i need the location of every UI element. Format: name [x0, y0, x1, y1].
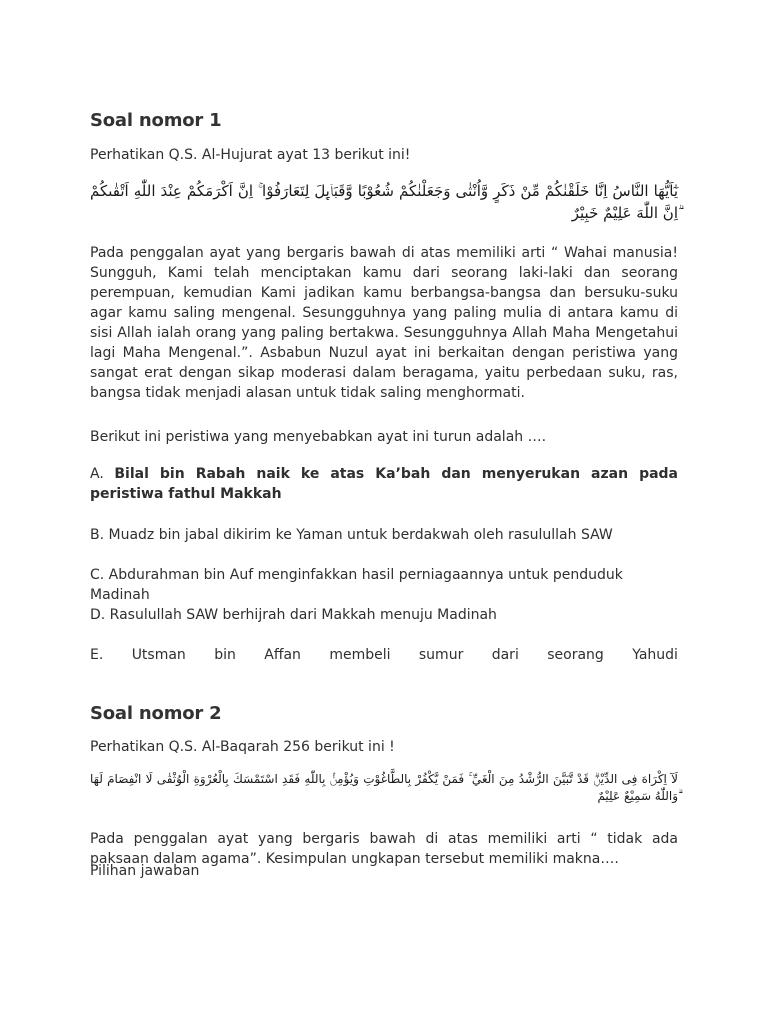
- answer-option-a-letter: A.: [90, 466, 104, 482]
- question-2-intro: Perhatikan Q.S. Al-Baqarah 256 berikut ini !: [90, 739, 395, 755]
- question-2-arabic-verse: لَآ اِكْرَاهَ فِى الدِّيْنِۗ قَدْ تَّبَيَّنَ الرُّشْدُ مِنَ الْغَيِّ ۚ فَمَنْ يَّكْفُرْ بِالطَّاغُوْتِ وَيُؤْمِنْۢ بِاللّٰهِ فَقَدِ اسْتَمْسَكَ بِالْعُرْوَةِ الْوُثْقٰى لَا انْفِصَامَ لَهَا ۗوَاللّٰهُ سَمِيْعٌ عَلِيْمٌ: [90, 772, 678, 803]
- answer-option-e-word: Affan: [264, 647, 301, 663]
- answer-option-e-word: Utsman: [131, 647, 186, 663]
- question-1-arabic-verse: يٰٓاَيُّهَا النَّاسُ اِنَّا خَلَقْنٰكُمْ مِّنْ ذَكَرٍ وَّاُنْثٰى وَجَعَلْنٰكُمْ شُعُوْبًا وَّقَبَاۤىِٕلَ لِتَعَارَفُوْا ۚ اِنَّ اَكْرَمَكُمْ عِنْدَ اللّٰهِ اَتْقٰىكُمْ ۗاِنَّ اللّٰهَ عَلِيْمٌ خَبِيْرٌ: [90, 182, 678, 222]
- answer-option-e: [90, 645, 678, 665]
- question-2-title: Soal nomor 2: [90, 703, 222, 724]
- answer-option-e-word: Yahudi: [632, 647, 678, 663]
- answer-option-e-word: E.: [90, 647, 104, 663]
- answer-option-a-text: Bilal bin Rabah naik ke atas Ka’bah dan menyerukan azan pada peristiwa fathul Makkah: [90, 466, 679, 502]
- question-1-prompt: Berikut ini peristiwa yang menyebabkan ayat ini turun adalah ….: [90, 429, 547, 445]
- answer-choices-label: Pilihan jawaban: [90, 863, 200, 879]
- answer-option-e-word: seorang: [547, 647, 604, 663]
- answer-option-e-word: membeli: [329, 647, 391, 663]
- answer-option-e-word: sumur: [418, 647, 464, 663]
- answer-option-d: D. Rasulullah SAW berhijrah dari Makkah menuju Madinah: [90, 607, 497, 623]
- answer-option-a: [90, 464, 678, 504]
- question-1-title: Soal nomor 1: [90, 110, 222, 131]
- question-1-intro: Perhatikan Q.S. Al-Hujurat ayat 13 berikut ini!: [90, 147, 411, 163]
- answer-option-b: B. Muadz bin jabal dikirim ke Yaman untuk berdakwah oleh rasulullah SAW: [90, 527, 613, 543]
- answer-option-e-word: bin: [214, 647, 236, 663]
- question-2-explanation: Pada penggalan ayat yang bergaris bawah di atas memiliki arti “ tidak ada paksaan dalam agama”. Kesimpulan ungkapan tersebut memiliki makna….: [90, 831, 678, 867]
- question-1-explanation: Pada penggalan ayat yang bergaris bawah di atas memiliki arti “ Wahai manusia! Sungguh, Kami telah menciptakan kamu dari seorang laki-laki dan seorang perempuan, kemudian Kami jadikan kamu berbangsa-bangsa dan bersuku-suku agar kamu saling mengenal. Sesungguhnya yang paling mulia di antara kamu di sisi Allah ialah orang yang paling bertakwa. Sesungguhnya Allah Maha Mengetahui lagi Maha Mengenal.”. Asbabun Nuzul ayat ini berkaitan dengan peristiwa yang sangat erat dengan sikap moderasi dalam beragama, yaitu perbedaan suku, ras, bangsa tidak menjadi alasan untuk tidak saling menghormati.: [90, 245, 678, 401]
- answer-option-c: C. Abdurahman bin Auf menginfakkan hasil perniagaannya untuk penduduk Madinah: [90, 567, 623, 603]
- answer-option-e-word: dari: [491, 647, 519, 663]
